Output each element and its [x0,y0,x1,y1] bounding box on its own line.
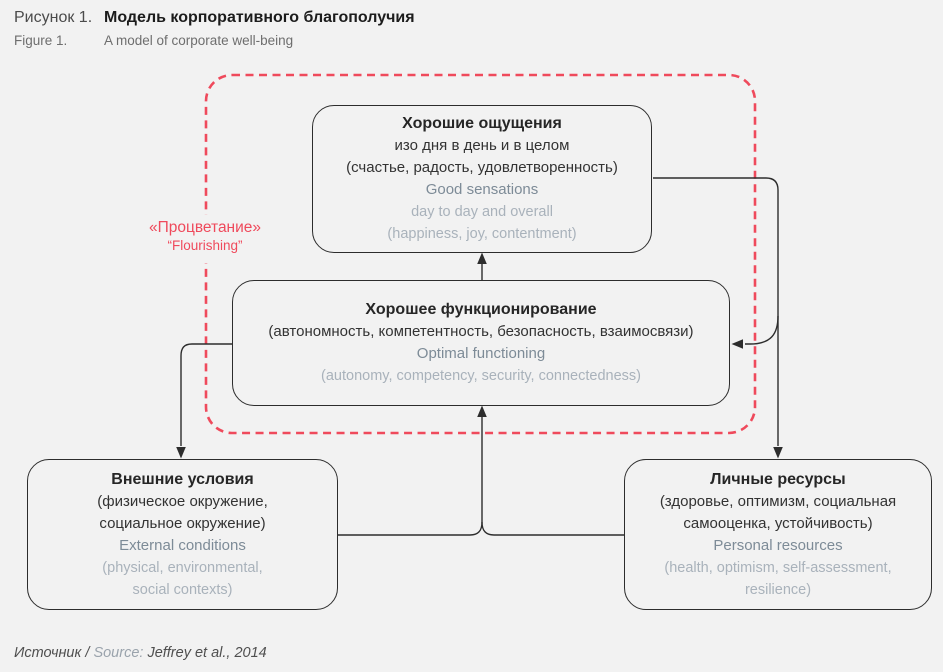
arrowhead-up-into-functioning [477,406,487,418]
node-title-ru: Внешние условия [111,470,254,488]
node-line-ru: (счастье, радость, удовлетворенность) [346,159,618,176]
node-line-ru: (физическое окружение, [97,492,268,510]
node-line-en: social contexts) [132,581,233,598]
arrowhead-down-into-resources [773,447,783,459]
node-title-ru: Личные ресурсы [710,470,846,488]
node-title-en: Personal resources [713,536,843,554]
node-line-ru: социальное окружение) [99,514,266,532]
node-title-en: Optimal functioning [416,345,546,362]
flourishing-label [125,215,285,263]
source-label-en: Source: [93,645,148,661]
node-line-ru: (автономность, компетентность, безопасность, взаимосвязи) [268,323,694,340]
node-title-en: External conditions [119,536,246,554]
source-citation: Jeffrey et al., 2014 [147,645,267,661]
node-line-en: (autonomy, competency, security, connectedness) [321,368,641,384]
node-line-en: day to day and overall [411,204,553,220]
node-optimal-functioning [232,280,730,406]
node-line-en: resilience) [744,581,812,598]
node-line-ru: (здоровье, оптимизм, социальная [659,492,897,510]
node-title-en: Good sensations [425,181,539,198]
figure-number-en: Figure 1. [14,33,68,48]
node-line-ru: самооценка, устойчивость) [683,514,873,532]
node-title-ru: Хорошие ощущения [402,115,562,132]
arrowhead-down-into-conditions [176,447,186,459]
node-title-ru: Хорошее функционирование [365,301,597,318]
figure-number-ru: Рисунок 1. [14,9,93,26]
edge-resources-junction [482,522,624,535]
node-line-en: (happiness, joy, contentment) [387,226,577,242]
node-line-en: (physical, environmental, [102,559,263,576]
node-external-conditions [27,459,338,610]
node-good-sensations [312,105,652,253]
flourishing-label-en: “Flourishing” [167,238,243,253]
node-personal-resources [624,459,932,610]
arrowhead-up-into-sensations [477,253,487,265]
flourishing-label-ru: «Процветание» [148,219,262,236]
figure-title-ru-text: Модель корпоративного благополучия [104,9,415,26]
arrowhead-left-into-functioning [732,339,744,349]
figure-title-en-text: A model of corporate well-being [104,33,294,48]
node-line-ru: изо дня в день и в целом [394,137,570,154]
node-line-en: (health, optimism, self-assessment, [664,559,892,576]
source-label-ru: Источник / [14,645,94,661]
edge-branch-to-functioning [745,316,778,344]
